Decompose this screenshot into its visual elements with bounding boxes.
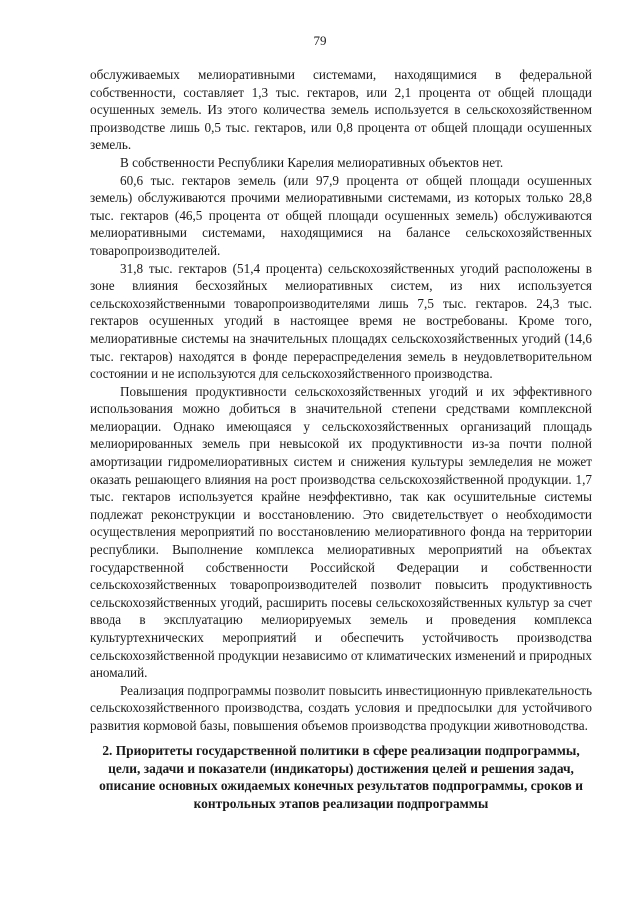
page-number: 79 <box>313 33 327 48</box>
section-heading: 2. Приоритеты государственной политики в сфере реализации подпрограммы, цели, задачи и показатели (индикаторы) достижения целей и решения задач, описание основных ожидаемых конечных результатов подпрограммы, сроков и контрольных этапов реализации подпрограммы <box>99 743 583 811</box>
paragraph-implementation: Реализация подпрограммы позволит повысить инвестиционную привлекательность сельскохозяйственного производства, создать условия и предпосылки для устойчивого развития кормовой базы, повышения объемов производства продукции животноводства. <box>90 682 592 733</box>
paragraph-productivity: Повышения продуктивности сельскохозяйственных угодий и их эффективного использования можно добиться в значительной степени средствами комплексной мелиорации. Однако имеющаяся у сельскохозяйственных организаций площадь мелиорированных земель при невысокой их продуктивности из-за почти полной амортизации гидромелиоративных систем и снижения культуры земледелия не может оказать решающего влияния на рост производства сельскохозяйственной продукции. 1,7 тыс. гектаров используется крайне неэффективно, так как осушительные системы подлежат реконструкции и восстановлению. Это свидетельствует о необходимости осуществления мероприятий по восстановлению мелиоративного фонда на территории республики. Выполнение комплекса мелиоративных мероприятий на объектах государственной собственности Российской Федерации и собственности сельскохозяйственных товаропроизводителей позволит повысить продуктивность сельскохозяйственных угодий, расширить посевы сельскохозяйственных культур за счет ввода в эксплуатацию мелиорируемых земель и проведения комплекса культуртехнических мероприятий и обеспечить устойчивость производства сельскохозяйственной продукции независимо от климатических изменений и природных аномалий. <box>90 383 592 681</box>
paragraph-continuation: обслуживаемых мелиоративными системами, находящимися в федеральной собственности, составляет 1,3 тыс. гектаров, или 2,1 процента от общей площади осушенных земель. Из этого количества земель используется в сельскохозяйственном производстве лишь 0,5 тыс. гектаров, или 0,8 процента от общей площади осушенных земель. <box>90 67 592 153</box>
paragraph-ownerless-systems: 31,8 тыс. гектаров (51,4 процента) сельскохозяйственных угодий расположены в зоне влияния бесхозяйных мелиоративных систем, из них используется сельскохозяйственными товаропроизводителями лишь 7,5 тыс. гектаров. 24,3 тыс. гектаров осушенных угодий в настоящее время не востребованы. Кроме того, мелиоративные системы на значительных площадях сельскохозяйственных угодий (14,6 тыс. гектаров) находятся в фонде перераспределения земель в неудовлетворительном состоянии и не используются для сельскохозяйственного производства. <box>90 260 592 382</box>
document-body <box>90 66 592 735</box>
paragraph-other-systems: 60,6 тыс. гектаров земель (или 97,9 процента от общей площади осушенных земель) обслуживаются прочими мелиоративными системами, из которых только 28,8 тыс. гектаров (46,5 процента от общей площади осушенных земель) обслуживаются мелиоративными системами, находящимися на балансе сельскохозяйственных товаропроизводителей. <box>90 172 592 258</box>
paragraph-karelia-ownership: В собственности Республики Карелия мелиоративных объектов нет. <box>120 154 504 170</box>
